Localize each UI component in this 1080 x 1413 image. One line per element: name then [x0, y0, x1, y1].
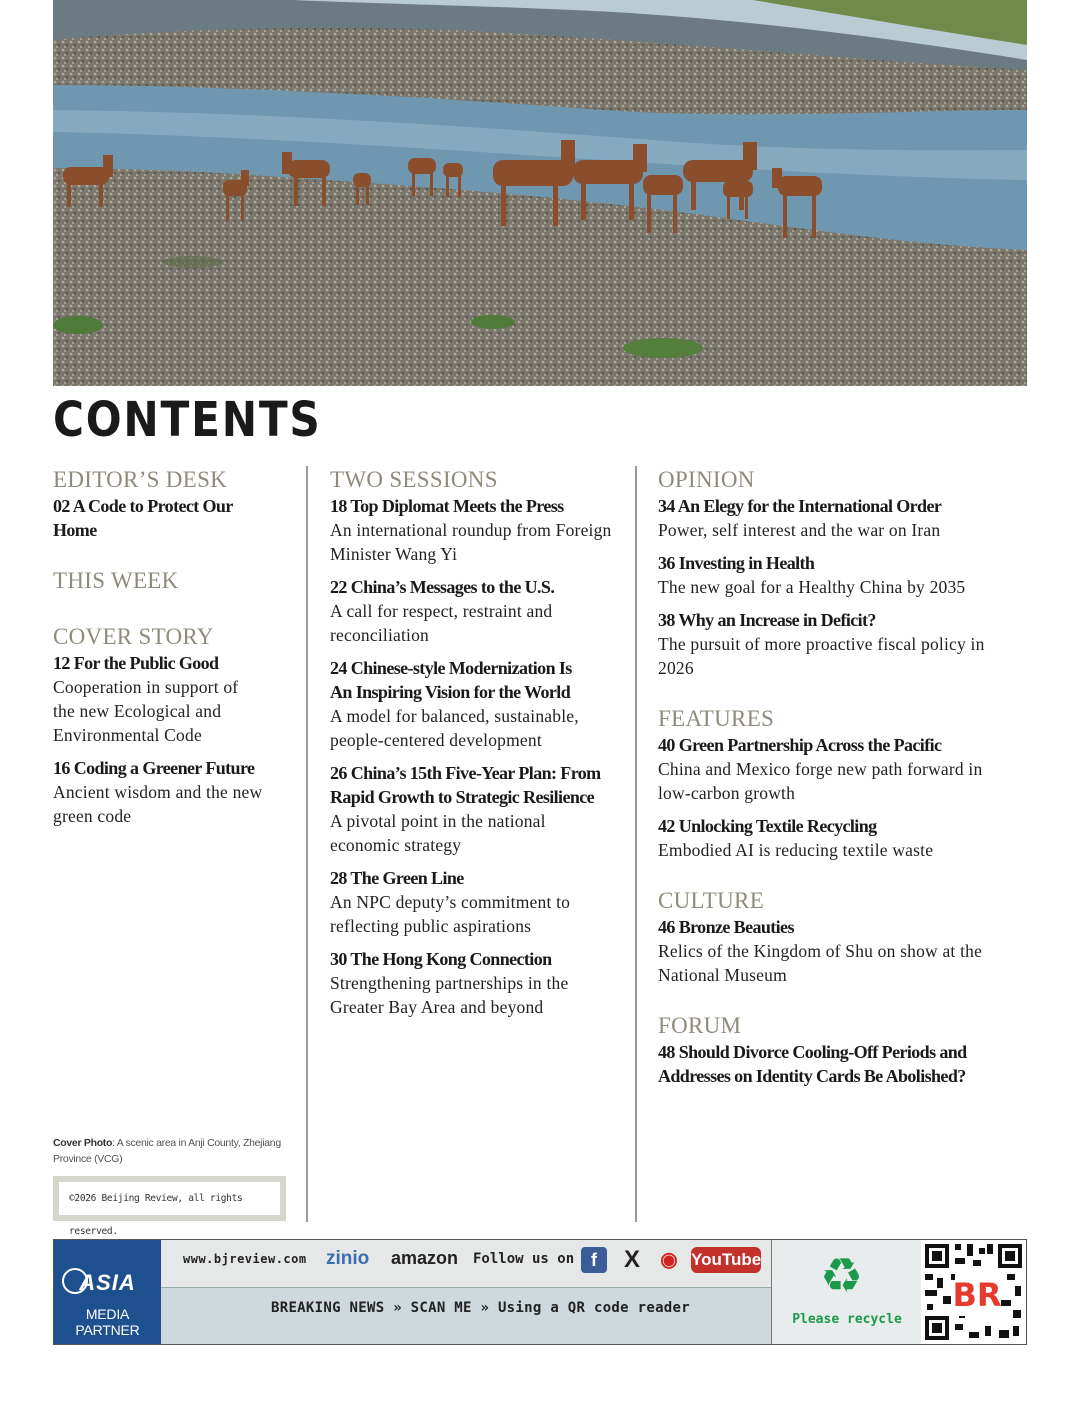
toc-entry-desc: The new goal for a Healthy China by 2035	[658, 577, 966, 597]
toc-entry[interactable]	[658, 551, 1018, 599]
banner-top-row	[161, 1240, 771, 1288]
column-divider	[306, 466, 308, 1222]
section-heading-cover-story: COVER STORY	[53, 624, 214, 649]
toc-entry-title: 48 Should Divorce Cooling-Off Periods and Addresses on Identity Cards Be Abolished?	[658, 1042, 967, 1086]
banner-links	[161, 1240, 771, 1344]
cover-photo	[53, 0, 1027, 386]
contents-column-2	[330, 466, 628, 1028]
toc-entry[interactable]	[330, 494, 628, 566]
toc-entry-title: 22 China’s Messages to the U.S.	[330, 577, 555, 597]
asia-media-partner-logo[interactable]	[54, 1240, 161, 1344]
website-link[interactable]: www.bjreview.com	[183, 1252, 307, 1266]
toc-entry-desc: China and Mexico forge new path forward in low-carbon growth	[658, 759, 983, 803]
toc-entry-title: 02 A Code to Protect Our Home	[53, 496, 233, 540]
section-heading-culture: CULTURE	[658, 888, 765, 913]
toc-entry-title: 30 The Hong Kong Connection	[330, 949, 552, 969]
recycle-icon: ♻	[820, 1248, 864, 1304]
toc-entry-title: 18 Top Diplomat Meets the Press	[330, 496, 564, 516]
toc-entry-desc: Embodied AI is reducing textile waste	[658, 840, 934, 860]
contents-column-1	[53, 466, 293, 837]
media-partner-label: MEDIA PARTNER	[75, 1306, 140, 1338]
youtube-icon[interactable]: YouTube	[691, 1247, 761, 1273]
qr-badge: BR	[952, 1276, 1002, 1314]
toc-entry-title: 42 Unlocking Textile Recycling	[658, 816, 877, 836]
section-heading-features: FEATURES	[658, 706, 775, 731]
toc-entry-title: 24 Chinese-style Modernization Is An Inspiring Vision for the World	[330, 658, 572, 702]
toc-entry-desc: A call for respect, restraint and reconciliation	[330, 601, 553, 645]
cover-photo-credit	[53, 1135, 283, 1167]
toc-entry-title: 12 For the Public Good	[53, 653, 219, 673]
copyright-box	[53, 1176, 286, 1237]
weibo-icon[interactable]: ◉	[660, 1249, 678, 1271]
amazon-logo[interactable]: amazon	[391, 1248, 459, 1268]
breaking-news-scan-text: BREAKING NEWS » SCAN ME » Using a QR code reader	[271, 1300, 690, 1316]
contents-title: CONTENTS	[53, 392, 322, 448]
toc-entry[interactable]	[658, 494, 1018, 542]
toc-entry-title: 16 Coding a Greener Future	[53, 758, 255, 778]
section-heading-opinion: OPINION	[658, 467, 755, 492]
qr-code[interactable]	[921, 1240, 1026, 1344]
cover-photo-label: Cover Photo	[53, 1137, 113, 1149]
toc-entry[interactable]	[658, 814, 1018, 862]
photo-illustration	[53, 0, 1027, 386]
toc-entry-desc: Relics of the Kingdom of Shu on show at the National Museum	[658, 941, 983, 985]
footer-banner	[53, 1239, 1027, 1345]
follow-us-label: Follow us on	[473, 1251, 575, 1267]
column-divider	[635, 466, 637, 1222]
toc-entry-desc: An NPC deputy’s commitment to reflecting public aspirations	[330, 892, 571, 936]
toc-entry-title: 40 Green Partnership Across the Pacific	[658, 735, 942, 755]
toc-entry-title: 46 Bronze Beauties	[658, 917, 794, 937]
toc-entry[interactable]	[658, 733, 1018, 805]
section-heading-editors-desk: EDITOR’S DESK	[53, 467, 228, 492]
toc-entry-desc: Ancient wisdom and the new green code	[53, 782, 263, 826]
x-icon[interactable]: X	[623, 1246, 640, 1273]
copyright-text: ©2026 Beijing Review, all rights reserved.	[59, 1182, 280, 1215]
toc-entry[interactable]	[658, 608, 1018, 680]
toc-entry[interactable]	[330, 761, 628, 857]
toc-entry[interactable]	[330, 656, 628, 752]
toc-entry-desc: An international roundup from Foreign Minister Wang Yi	[330, 520, 612, 564]
cover-photo-caption: : A scenic area in Anji County, Zhejiang Province (VCG)	[53, 1137, 281, 1165]
toc-entry[interactable]	[658, 915, 1018, 987]
toc-entry-desc: The pursuit of more proactive fiscal policy in 2026	[658, 634, 985, 678]
toc-entry-title: 26 China’s 15th Five-Year Plan: From Rapid Growth to Strategic Resilience	[330, 763, 601, 807]
toc-entry-desc: Cooperation in support of the new Ecological and Environmental Code	[53, 677, 239, 745]
toc-entry[interactable]	[53, 494, 293, 542]
toc-entry-title: 34 An Elegy for the International Order	[658, 496, 942, 516]
toc-entry-desc: A model for balanced, sustainable, people-centered development	[330, 706, 579, 750]
qr-code-graphic	[921, 1240, 1026, 1344]
section-heading-two-sessions: TWO SESSIONS	[330, 467, 498, 492]
toc-entry[interactable]	[330, 575, 628, 647]
toc-entry[interactable]	[53, 651, 293, 747]
toc-entry-desc: Strengthening partnerships in the Greater Bay Area and beyond	[330, 973, 569, 1017]
toc-entry[interactable]	[330, 866, 628, 938]
recycle-text: Please recycle	[792, 1312, 902, 1327]
toc-entry-desc: Power, self interest and the war on Iran	[658, 520, 941, 540]
section-heading-forum: FORUM	[658, 1013, 742, 1038]
toc-entry-title: 28 The Green Line	[330, 868, 464, 888]
toc-entry-title: 36 Investing in Health	[658, 553, 815, 573]
section-heading-this-week[interactable]: THIS WEEK	[53, 568, 179, 593]
zinio-logo[interactable]: zinio	[326, 1248, 370, 1269]
contents-column-3	[658, 466, 1018, 1097]
toc-entry[interactable]	[658, 1040, 1018, 1088]
toc-entry[interactable]	[53, 756, 293, 828]
toc-entry-title: 38 Why an Increase in Deficit?	[658, 610, 876, 630]
facebook-icon[interactable]: f	[581, 1247, 607, 1273]
recycle-block	[771, 1240, 921, 1344]
toc-entry-desc: A pivotal point in the national economic strategy	[330, 811, 546, 855]
asia-logo-text: ASIA	[79, 1270, 136, 1295]
toc-entry[interactable]	[330, 947, 628, 1019]
